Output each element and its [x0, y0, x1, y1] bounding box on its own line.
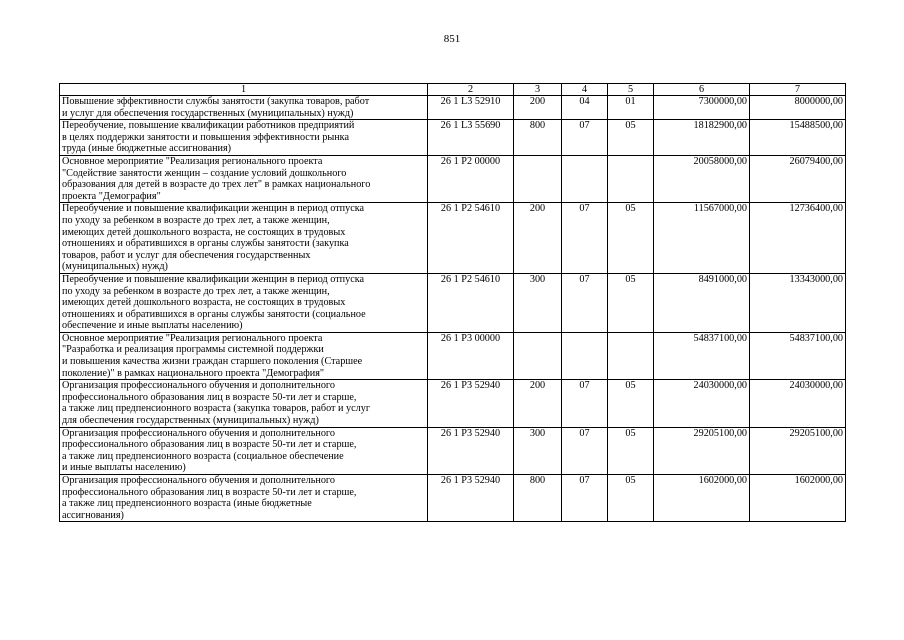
row-name-cell	[60, 332, 428, 379]
row-name-line: Основное мероприятие "Реализация регионального проекта	[62, 155, 323, 167]
row-name-line: а также лиц предпенсионного возраста (социальное обеспечение	[62, 450, 344, 462]
row-name-cell	[60, 273, 428, 332]
budget-table	[59, 83, 846, 522]
row-rz-cell: 07	[562, 475, 608, 522]
row-name-line: Основное мероприятие "Реализация регионального проекта	[62, 332, 323, 344]
table-row	[60, 155, 846, 202]
row-name-cell	[60, 120, 428, 156]
row-vr-cell: 200	[514, 96, 562, 120]
row-amount-2020-cell: 54837100,00	[654, 332, 750, 379]
table-row	[60, 203, 846, 274]
table-row	[60, 332, 846, 379]
row-name-cell	[60, 475, 428, 522]
row-name-line: и повышения качества жизни граждан старшего поколения (Старшее	[62, 356, 363, 368]
row-name-line: по уходу за ребенком в возрасте до трех лет, а также женщин,	[62, 285, 330, 297]
row-name-line: отношениях и обратившихся в органы службы занятости (социальное	[62, 308, 366, 320]
row-name-line: Организация профессионального обучения и дополнительного	[62, 380, 335, 392]
row-name-line: товаров, работ и услуг для обеспечения государственных	[62, 249, 311, 261]
row-rz-cell: 07	[562, 273, 608, 332]
column-header: 7	[750, 84, 846, 96]
row-vr-cell: 800	[514, 120, 562, 156]
row-amount-2020-cell: 7300000,00	[654, 96, 750, 120]
table-row	[60, 475, 846, 522]
row-amount-2021-cell: 1602000,00	[750, 475, 846, 522]
row-amount-2020-cell: 24030000,00	[654, 380, 750, 427]
row-name-line: ассигнования)	[62, 509, 124, 521]
row-name-line: для обеспечения государственных (муниципальных) нужд)	[62, 415, 319, 427]
row-code-cell: 26 1 L3 55690	[428, 120, 514, 156]
row-name-cell	[60, 380, 428, 427]
row-rz-cell	[562, 155, 608, 202]
row-name-line: "Содействие занятости женщин – создание условий дошкольного	[62, 167, 347, 179]
row-pr-cell: 05	[608, 273, 654, 332]
page-number: 851	[443, 33, 461, 45]
table-row	[60, 380, 846, 427]
row-amount-2021-cell: 29205100,00	[750, 427, 846, 474]
row-amount-2021-cell: 54837100,00	[750, 332, 846, 379]
row-amount-2020-cell: 20058000,00	[654, 155, 750, 202]
row-vr-cell	[514, 155, 562, 202]
row-code-cell: 26 1 P3 52940	[428, 475, 514, 522]
row-name-line: Переобучение и повышение квалификации женщин в период отпуска	[62, 203, 365, 215]
row-amount-2021-cell: 26079400,00	[750, 155, 846, 202]
row-rz-cell: 07	[562, 427, 608, 474]
row-name-line: по уходу за ребенком в возрасте до трех лет, а также женщин,	[62, 214, 330, 226]
row-amount-2021-cell: 24030000,00	[750, 380, 846, 427]
row-name-line: поколение)" в рамках национального проекта "Демография"	[62, 367, 325, 379]
row-pr-cell	[608, 332, 654, 379]
row-name-line: в целях поддержки занятости и повышения эффективности рынка	[62, 131, 349, 143]
row-pr-cell: 05	[608, 380, 654, 427]
column-header: 1	[60, 84, 428, 96]
row-name-line: обеспечение и иные выплаты населению)	[62, 320, 243, 332]
row-name-line: и услуг для обеспечения государственных (муниципальных) нужд)	[62, 107, 354, 119]
column-header: 5	[608, 84, 654, 96]
row-name-cell	[60, 155, 428, 202]
row-name-line: и иные выплаты населению)	[62, 462, 186, 474]
row-vr-cell: 300	[514, 273, 562, 332]
column-header: 3	[514, 84, 562, 96]
table-header-row	[60, 84, 846, 96]
row-pr-cell: 05	[608, 475, 654, 522]
row-vr-cell: 200	[514, 203, 562, 274]
row-name-line: (муниципальных) нужд)	[62, 261, 168, 273]
row-amount-2021-cell: 12736400,00	[750, 203, 846, 274]
row-name-line: отношениях и обратившихся в органы службы занятости (закупка	[62, 238, 349, 250]
table-row	[60, 120, 846, 156]
row-vr-cell: 200	[514, 380, 562, 427]
row-name-line: труда (иные бюджетные ассигнования)	[62, 143, 232, 155]
row-code-cell: 26 1 L3 52910	[428, 96, 514, 120]
row-name-line: а также лиц предпенсионного возраста (закупка товаров, работ и услуг	[62, 403, 371, 415]
column-header: 2	[428, 84, 514, 96]
row-code-cell: 26 1 P3 52940	[428, 427, 514, 474]
row-rz-cell: 07	[562, 203, 608, 274]
table-row	[60, 96, 846, 120]
row-amount-2020-cell: 29205100,00	[654, 427, 750, 474]
row-name-line: "Разработка и реализация программы системной поддержки	[62, 344, 324, 356]
table-row	[60, 427, 846, 474]
row-amount-2021-cell: 15488500,00	[750, 120, 846, 156]
row-pr-cell: 05	[608, 427, 654, 474]
row-pr-cell: 05	[608, 203, 654, 274]
row-name-line: Организация профессионального обучения и дополнительного	[62, 475, 335, 486]
row-pr-cell: 05	[608, 120, 654, 156]
column-header: 6	[654, 84, 750, 96]
row-name-line: Переобучение и повышение квалификации женщин в период отпуска	[62, 273, 365, 285]
row-amount-2021-cell: 13343000,00	[750, 273, 846, 332]
row-amount-2021-cell: 8000000,00	[750, 96, 846, 120]
row-vr-cell: 300	[514, 427, 562, 474]
row-amount-2020-cell: 11567000,00	[654, 203, 750, 274]
row-rz-cell: 07	[562, 120, 608, 156]
row-code-cell: 26 1 P2 54610	[428, 203, 514, 274]
table-row	[60, 273, 846, 332]
row-rz-cell: 04	[562, 96, 608, 120]
row-name-line: профессионального образования лиц в возрасте 50-ти лет и старше,	[62, 486, 357, 498]
row-name-cell	[60, 427, 428, 474]
row-pr-cell	[608, 155, 654, 202]
row-name-line: имеющих детей дошкольного возраста, не состоящих в трудовых	[62, 297, 346, 309]
row-name-line: Организация профессионального обучения и дополнительного	[62, 427, 335, 439]
row-name-line: Повышение эффективности службы занятости (закупка товаров, работ	[62, 96, 370, 107]
row-name-cell	[60, 203, 428, 274]
row-name-line: профессионального образования лиц в возрасте 50-ти лет и старше,	[62, 391, 357, 403]
row-amount-2020-cell: 8491000,00	[654, 273, 750, 332]
row-code-cell: 26 1 P3 00000	[428, 332, 514, 379]
row-vr-cell	[514, 332, 562, 379]
row-code-cell: 26 1 P3 52940	[428, 380, 514, 427]
row-rz-cell: 07	[562, 380, 608, 427]
column-header: 4	[562, 84, 608, 96]
row-name-line: образования для детей в возрасте до трех лет" в рамках национального	[62, 179, 371, 191]
row-name-line: Переобучение, повышение квалификации работников предприятий	[62, 120, 355, 132]
row-name-line: а также лиц предпенсионного возраста (иные бюджетные	[62, 498, 312, 510]
row-rz-cell	[562, 332, 608, 379]
row-name-line: профессионального образования лиц в возрасте 50-ти лет и старше,	[62, 439, 357, 451]
row-code-cell: 26 1 P2 54610	[428, 273, 514, 332]
row-pr-cell: 01	[608, 96, 654, 120]
row-name-line: проекта "Демография"	[62, 190, 161, 202]
row-amount-2020-cell: 1602000,00	[654, 475, 750, 522]
row-amount-2020-cell: 18182900,00	[654, 120, 750, 156]
row-name-cell	[60, 96, 428, 120]
row-vr-cell: 800	[514, 475, 562, 522]
row-code-cell: 26 1 P2 00000	[428, 155, 514, 202]
row-name-line: имеющих детей дошкольного возраста, не состоящих в трудовых	[62, 226, 346, 238]
